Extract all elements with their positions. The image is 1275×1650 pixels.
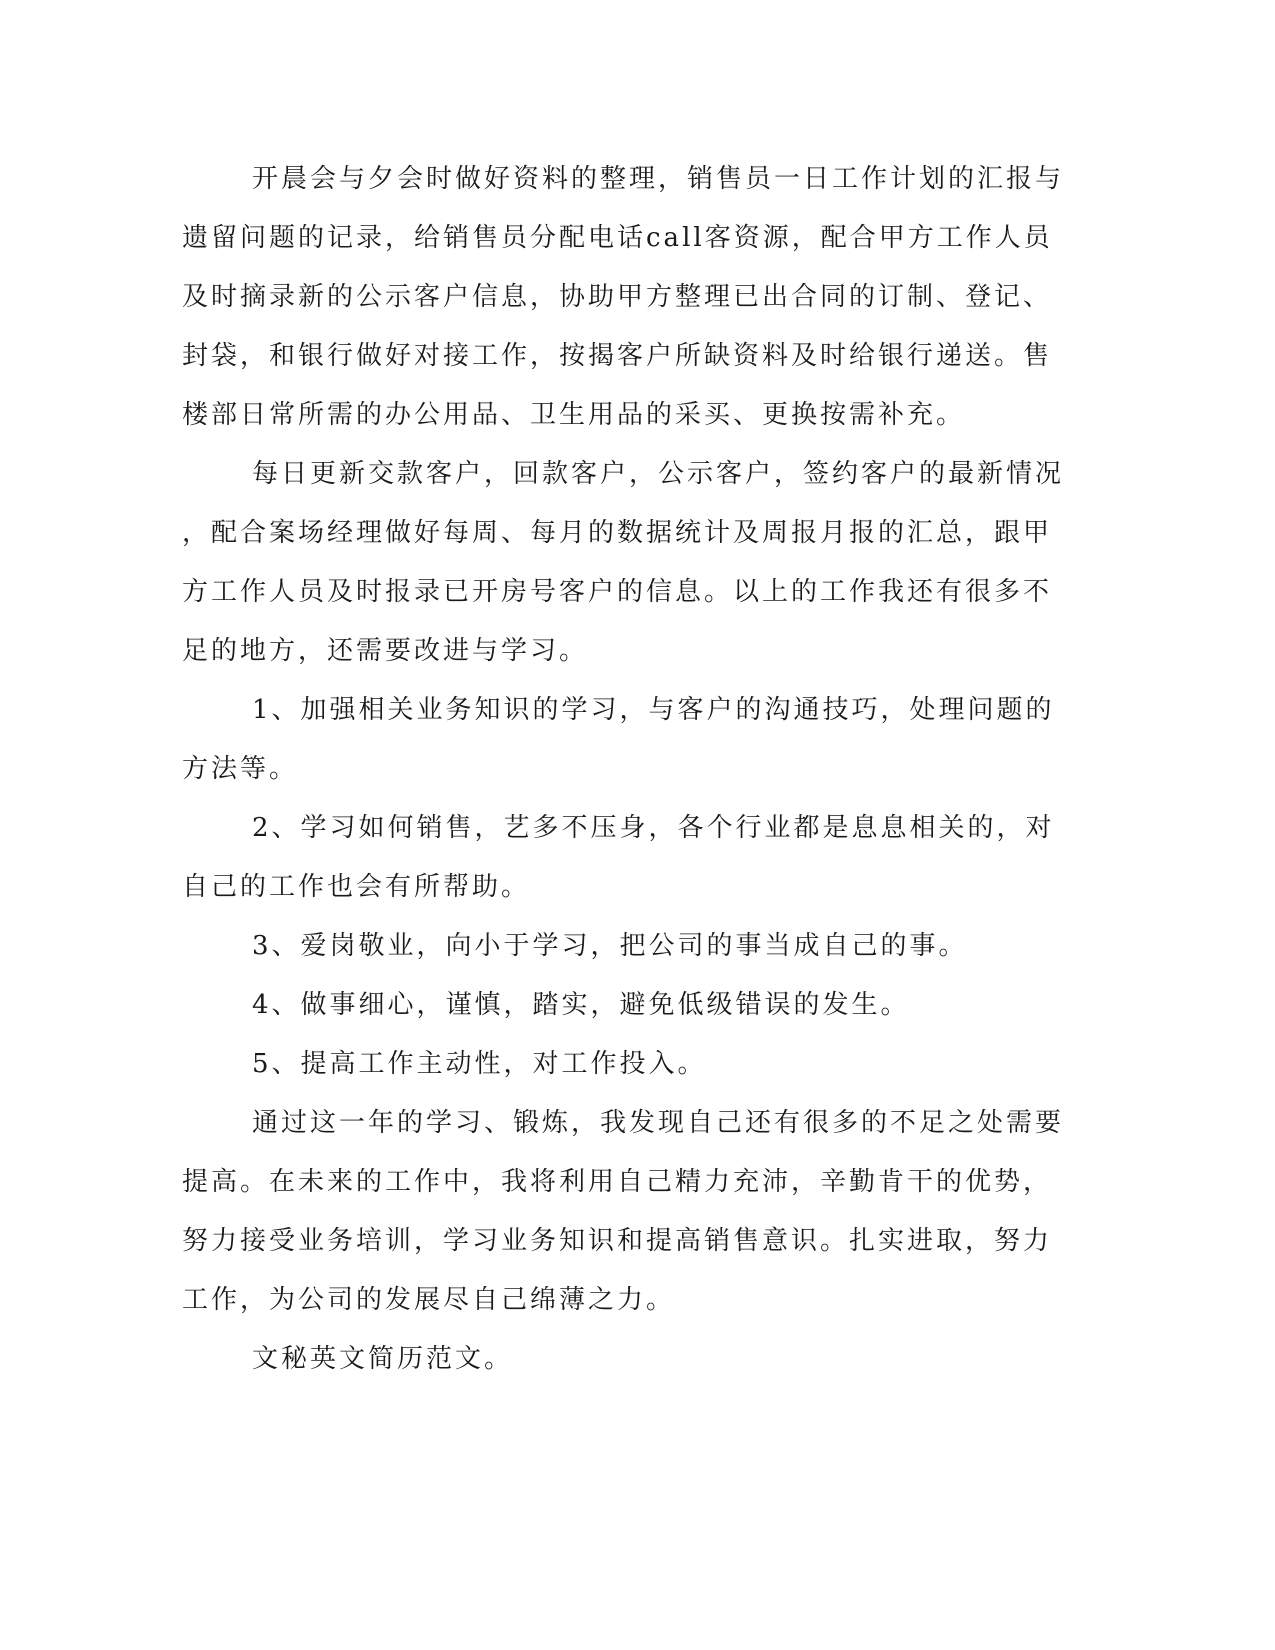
list-item-3 [182,917,1027,976]
list-item-1 [182,681,1055,799]
list-item-2 [182,799,1055,917]
text-line: 足的地方，还需要改进与学习。 [182,636,589,666]
text-line: 楼部日常所需的办公用品、卫生用品的采买、更换按需补充。 [182,400,966,430]
text-line: 工作，为公司的发展尽自己绵薄之力。 [182,1285,676,1315]
text-line: 自己的工作也会有所帮助。 [182,872,531,902]
text-line: 方法等。 [182,754,299,784]
text-line: 4、做事细心，谨慎，踏实，避免低级错误的发生。 [252,990,910,1020]
list-item-4 [182,976,1027,1035]
text-line: 及时摘录新的公示客户信息，协助甲方整理已出合同的订制、登记、 [182,282,1053,312]
text-line: 5、提高工作主动性，对工作投入。 [252,1049,707,1079]
text-line: 开晨会与夕会时做好资料的整理，销售员一日工作计划的汇报与 [252,164,1065,194]
paragraph-1 [182,150,1065,445]
text-line: 努力接受业务培训，学习业务知识和提高销售意识。扎实进取，努力 [182,1226,1053,1256]
text-line: 封袋，和银行做好对接工作，按揭客户所缺资料及时给银行递送。售 [182,341,1053,371]
paragraph-conclusion [182,1094,1065,1330]
text-line: 遗留问题的记录，给销售员分配电话call客资源，配合甲方工作人员 [182,223,1053,253]
text-line: 方工作人员及时报录已开房号客户的信息。以上的工作我还有很多不 [182,577,1053,607]
text-line: 1、加强相关业务知识的学习，与客户的沟通技巧，处理问题的 [252,695,1055,725]
paragraph-closing [182,1330,1027,1389]
text-line: 通过这一年的学习、锻炼，我发现自己还有很多的不足之处需要 [252,1108,1065,1138]
text-line: 2、学习如何销售，艺多不压身，各个行业都是息息相关的，对 [252,813,1055,843]
text-line: 提高。在未来的工作中，我将利用自己精力充沛，辛勤肯干的优势， [182,1167,1053,1197]
text-line: ，配合案场经理做好每周、每月的数据统计及周报月报的汇总，跟甲 [182,518,1053,548]
list-item-5 [182,1035,1027,1094]
text-line: 每日更新交款客户，回款客户，公示客户，签约客户的最新情况 [252,459,1065,489]
paragraph-2 [182,445,1065,681]
text-line: 文秘英文简历范文。 [252,1344,514,1374]
document-page [182,150,1065,1389]
text-line: 3、爱岗敬业，向小于学习，把公司的事当成自己的事。 [252,931,968,961]
